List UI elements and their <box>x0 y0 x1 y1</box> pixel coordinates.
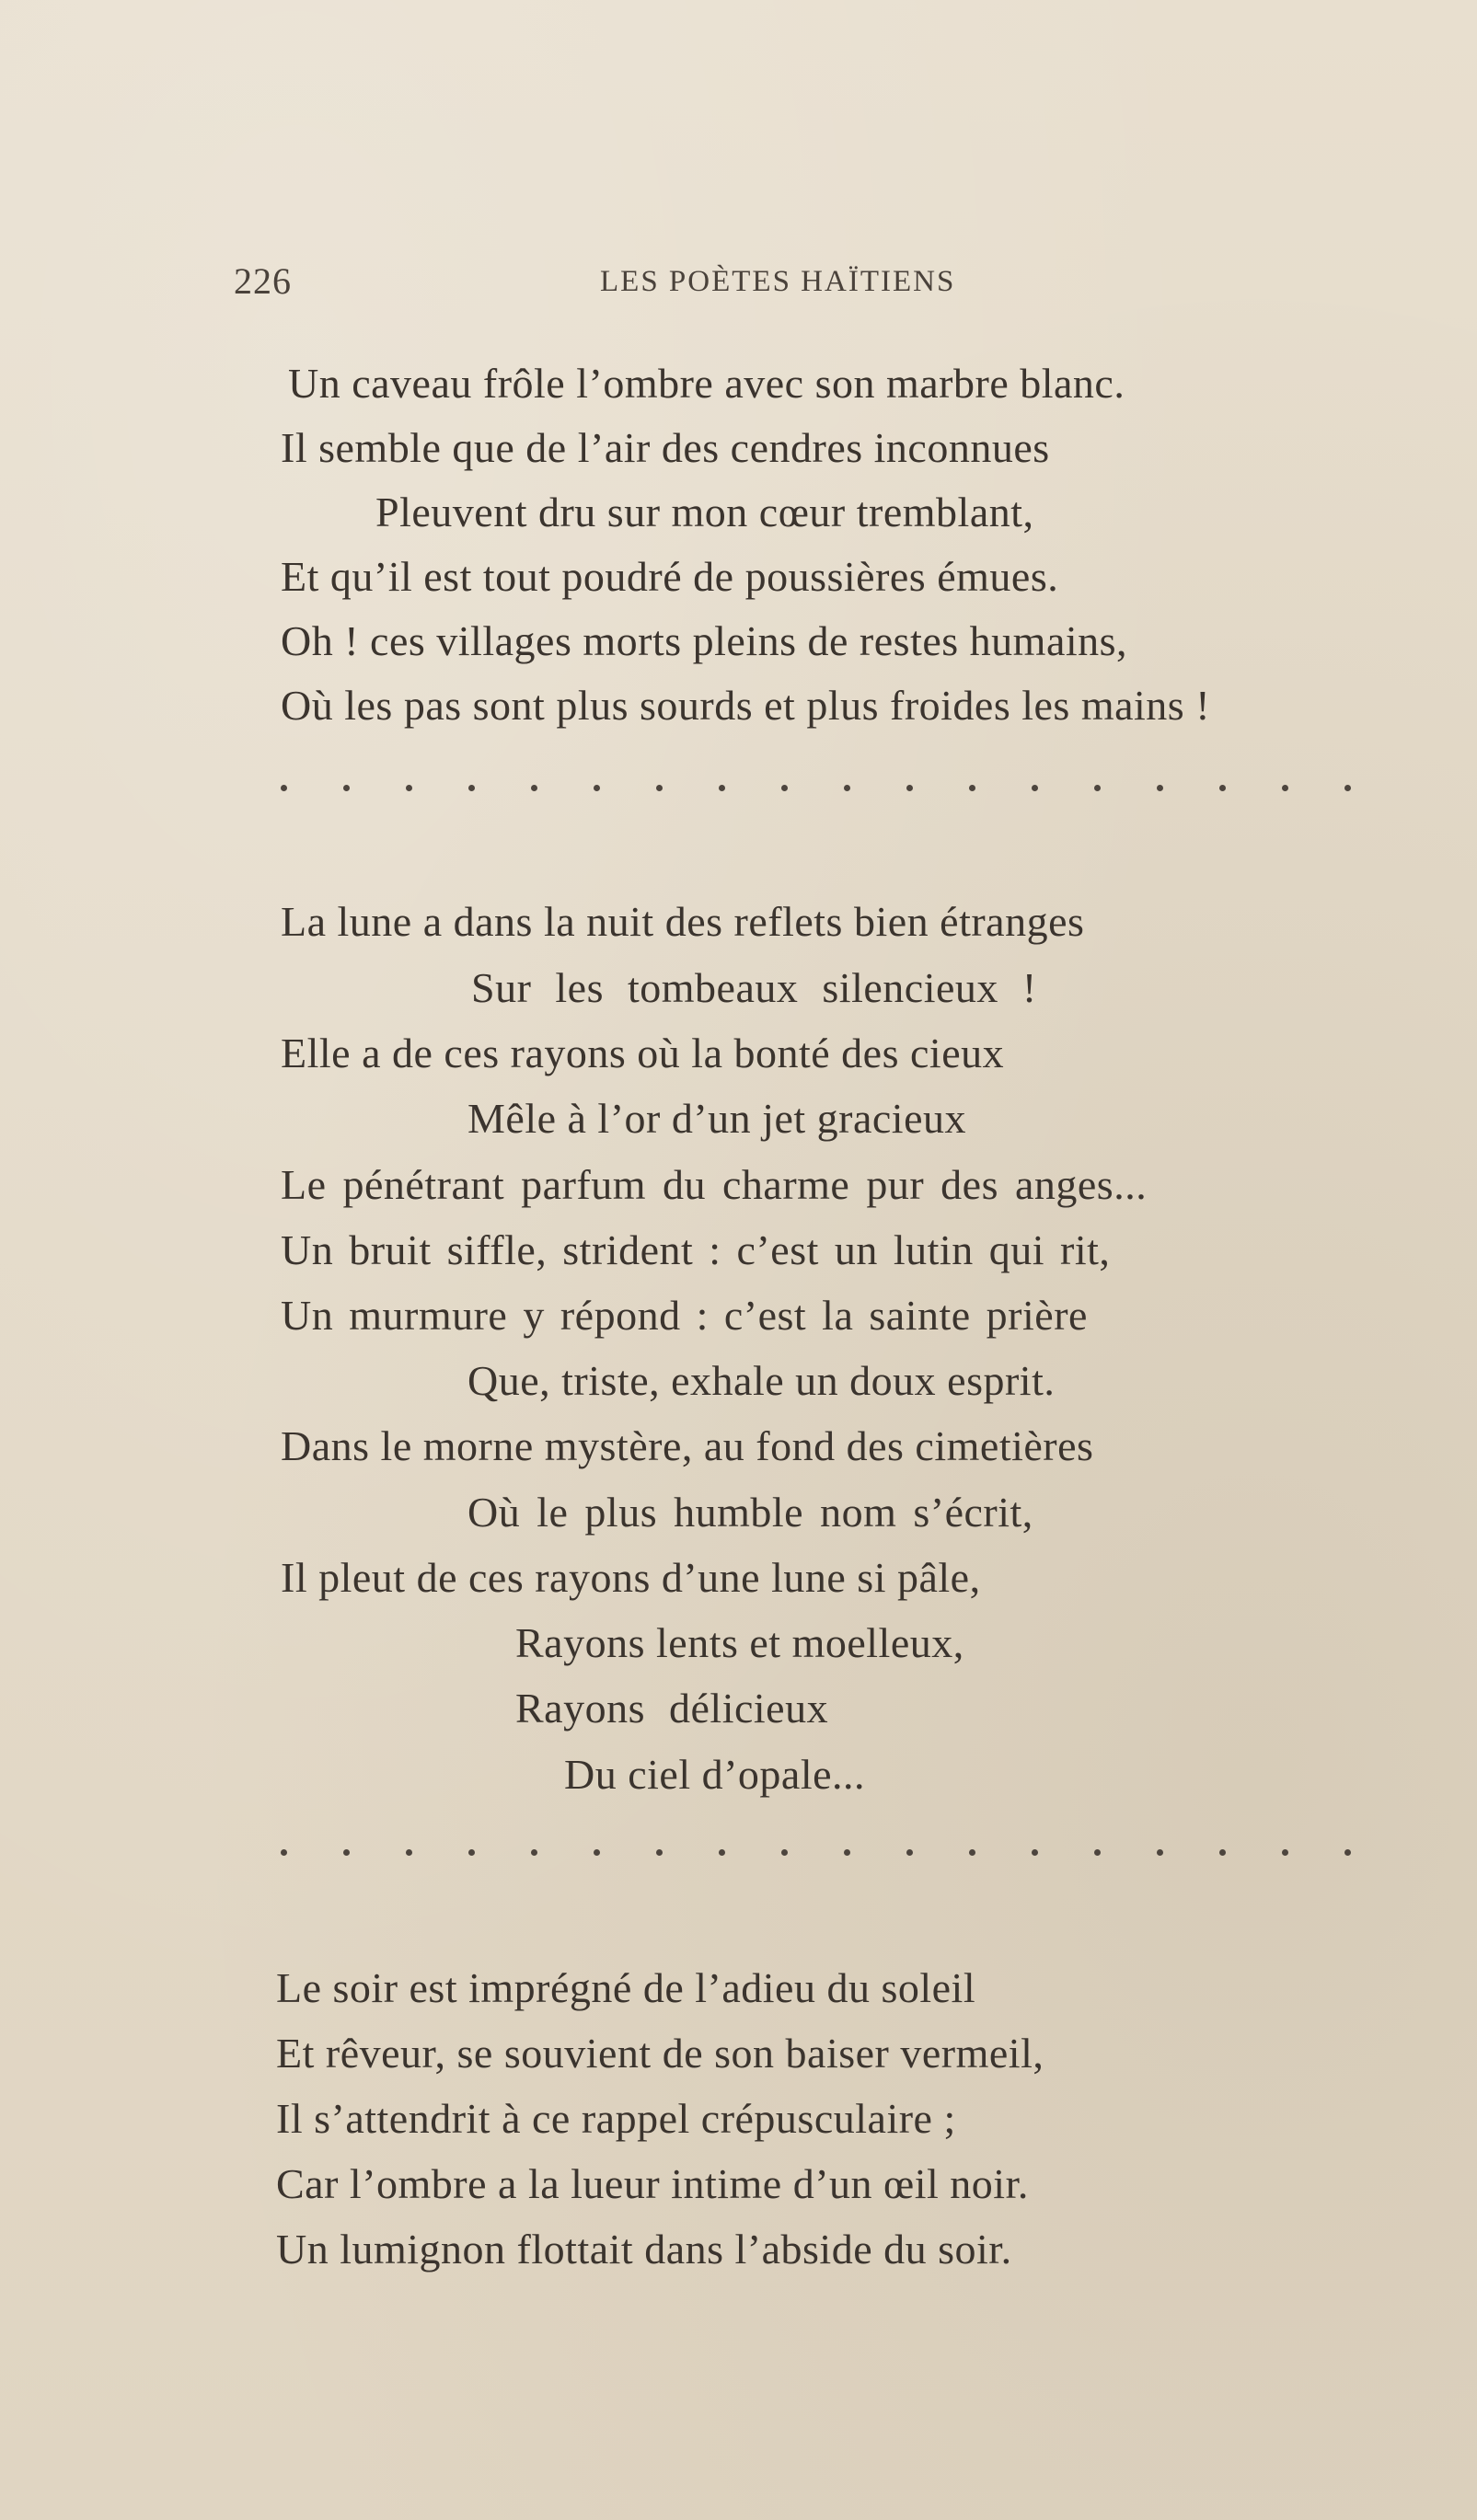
verse-line: Où les pas sont plus sourds et plus froides les mains ! <box>281 682 1211 729</box>
verse-line: Du ciel d’opale... <box>564 1751 866 1798</box>
separator-dot <box>468 785 475 791</box>
separator-dot <box>406 785 412 791</box>
verse-line: Que, triste, exhale un doux esprit. <box>467 1357 1056 1404</box>
separator-dot <box>719 1849 725 1856</box>
verse-line: Oh ! ces villages morts pleins de restes humains, <box>281 617 1128 664</box>
separator-dot <box>1094 785 1101 791</box>
verse-line: Et qu’il est tout poudré de poussières émues. <box>281 553 1059 600</box>
separator-dot <box>594 785 600 791</box>
verse-line: Rayons délicieux <box>515 1685 829 1732</box>
page-header <box>234 259 1044 305</box>
separator-dot <box>781 1849 788 1856</box>
separator-dot <box>1219 1849 1226 1856</box>
separator-dot <box>1219 785 1226 791</box>
separator-dot <box>594 1849 600 1856</box>
separator-dot <box>1032 785 1038 791</box>
page-number: 226 <box>234 260 292 302</box>
verse-line: Elle a de ces rayons où la bonté des cieux <box>281 1030 1005 1076</box>
separator-dot <box>656 1849 663 1856</box>
separator-dot <box>1344 1849 1351 1856</box>
separator-dot <box>906 785 913 791</box>
verse-line: Et rêveur, se souvient de son baiser vermeil, <box>276 2030 1044 2077</box>
verse-line: Mêle à l’or d’un jet gracieux <box>467 1095 966 1142</box>
separator-dot <box>468 1849 475 1856</box>
verse-line: Il pleut de ces rayons d’une lune si pâle, <box>281 1554 981 1601</box>
separator-dot <box>281 1849 287 1856</box>
running-title: LES POÈTES HAÏTIENS <box>600 265 956 298</box>
dot-separator <box>281 1849 1357 1868</box>
separator-dot <box>844 1849 850 1856</box>
verse-line: Il s’attendrit à ce rappel crépusculaire ; <box>276 2095 956 2142</box>
separator-dot <box>906 1849 913 1856</box>
separator-dot <box>1282 1849 1288 1856</box>
dot-separator <box>281 785 1357 803</box>
separator-dot <box>719 785 725 791</box>
separator-dot <box>1282 785 1288 791</box>
verse-line: Un murmure y répond : c’est la sainte prière <box>281 1292 1088 1339</box>
separator-dot <box>281 785 287 791</box>
verse-line: Un lumignon flottait dans l’abside du soir. <box>276 2226 1012 2273</box>
separator-dot <box>1344 785 1351 791</box>
separator-dot <box>844 785 850 791</box>
verse-line: Car l’ombre a la lueur intime d’un œil noir. <box>276 2160 1029 2207</box>
separator-dot <box>1094 1849 1101 1856</box>
verse-line: Où le plus humble nom s’écrit, <box>467 1489 1033 1536</box>
separator-dot <box>1032 1849 1038 1856</box>
separator-dot <box>406 1849 412 1856</box>
verse-line: Un bruit siffle, strident : c’est un lutin qui rit, <box>281 1226 1111 1273</box>
separator-dot <box>1157 1849 1163 1856</box>
separator-dot <box>531 1849 537 1856</box>
separator-dot <box>1157 785 1163 791</box>
separator-dot <box>969 785 975 791</box>
separator-dot <box>531 785 537 791</box>
separator-dot <box>343 785 350 791</box>
separator-dot <box>656 785 663 791</box>
verse-line: La lune a dans la nuit des reflets bien étranges <box>281 898 1085 945</box>
verse-line: Rayons lents et moelleux, <box>515 1619 964 1666</box>
verse-line: Dans le morne mystère, au fond des cimetières <box>281 1422 1094 1469</box>
verse-line: Le soir est imprégné de l’adieu du soleil <box>276 1964 976 2011</box>
verse-line: Un caveau frôle l’ombre avec son marbre blanc. <box>288 360 1125 407</box>
verse-line: Le pénétrant parfum du charme pur des anges... <box>281 1161 1148 1208</box>
separator-dot <box>969 1849 975 1856</box>
separator-dot <box>781 785 788 791</box>
verse-line: Il semble que de l’air des cendres inconnues <box>281 424 1050 471</box>
verse-line: Sur les tombeaux silencieux ! <box>471 964 1037 1011</box>
separator-dot <box>343 1849 350 1856</box>
verse-line: Pleuvent dru sur mon cœur tremblant, <box>375 489 1034 535</box>
